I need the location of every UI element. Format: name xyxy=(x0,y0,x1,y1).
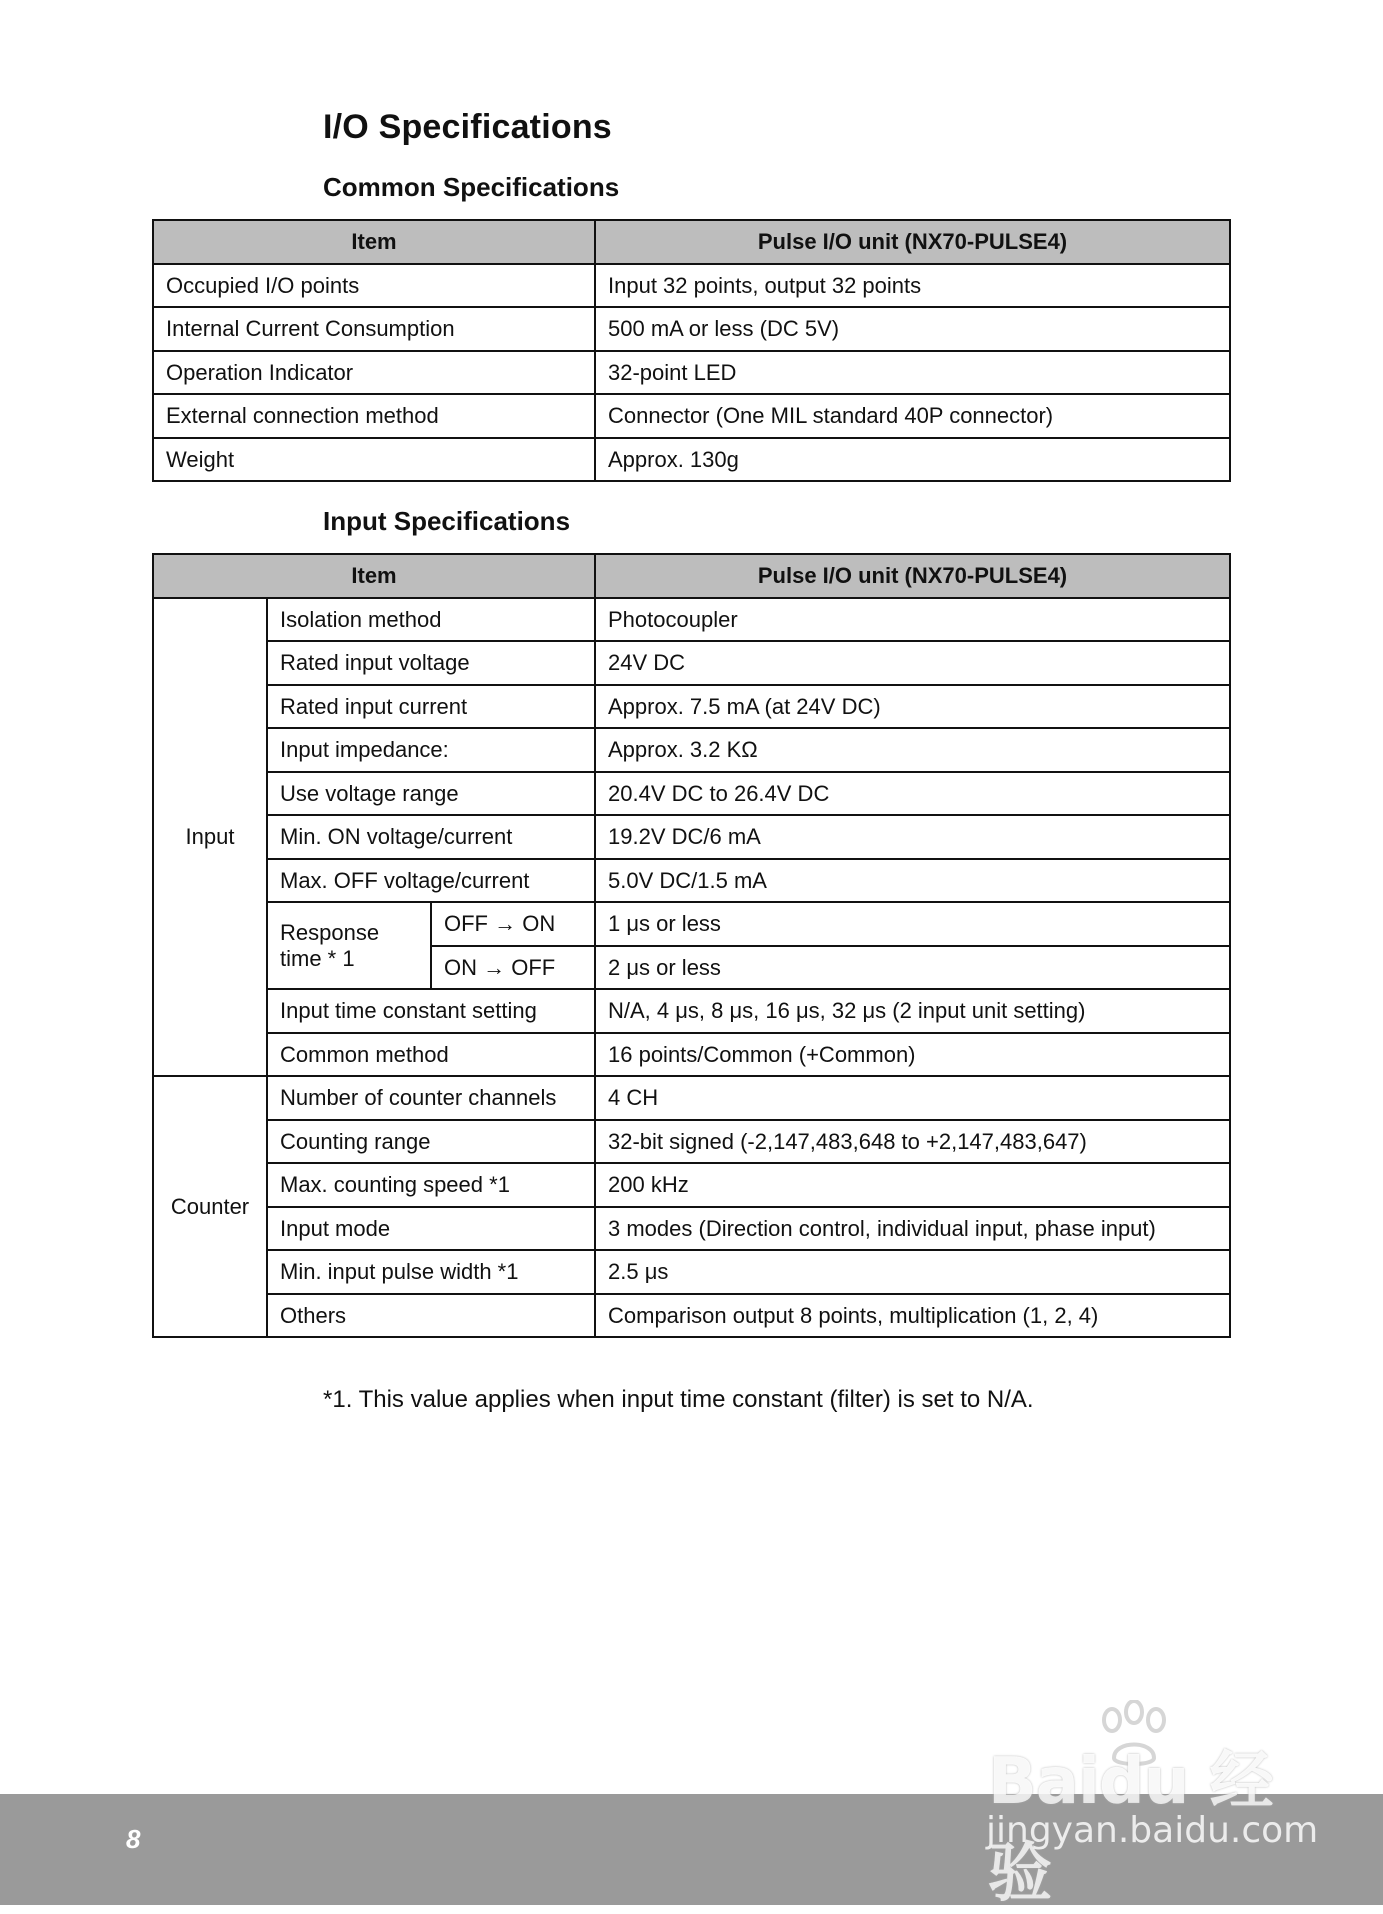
table-row xyxy=(153,307,1230,351)
row-item: Rated input current xyxy=(267,685,595,729)
table-row xyxy=(153,902,1230,946)
row-item: Counting range xyxy=(267,1120,595,1164)
row-item: Min. ON voltage/current xyxy=(267,815,595,859)
input-specs-table xyxy=(152,553,1231,1338)
row-item: Input mode xyxy=(267,1207,595,1251)
header-value: Pulse I/O unit (NX70-PULSE4) xyxy=(595,554,1230,598)
group-label-input: Input xyxy=(153,598,267,1077)
table-row xyxy=(153,859,1230,903)
row-value: Input 32 points, output 32 points xyxy=(595,264,1230,308)
row-item: Common method xyxy=(267,1033,595,1077)
row-value: Approx. 7.5 mA (at 24V DC) xyxy=(595,685,1230,729)
row-value: 1 μs or less xyxy=(595,902,1230,946)
row-item: External connection method xyxy=(153,394,595,438)
table-row xyxy=(153,685,1230,729)
table-row xyxy=(153,728,1230,772)
table-row xyxy=(153,1076,1230,1120)
row-value: 500 mA or less (DC 5V) xyxy=(595,307,1230,351)
table-row xyxy=(153,815,1230,859)
row-item: Rated input voltage xyxy=(267,641,595,685)
row-value: 200 kHz xyxy=(595,1163,1230,1207)
row-item: Max. OFF voltage/current xyxy=(267,859,595,903)
row-item: Others xyxy=(267,1294,595,1338)
watermark-url: jingyan.baidu.com xyxy=(986,1810,1319,1851)
row-item: Input impedance: xyxy=(267,728,595,772)
watermark xyxy=(980,1700,1319,1911)
row-item: Isolation method xyxy=(267,598,595,642)
row-value: Approx. 3.2 KΩ xyxy=(595,728,1230,772)
row-value: 24V DC xyxy=(595,641,1230,685)
table-row xyxy=(153,351,1230,395)
table-row xyxy=(153,1207,1230,1251)
group-label-counter: Counter xyxy=(153,1076,267,1337)
row-item: Max. counting speed *1 xyxy=(267,1163,595,1207)
row-item: Operation Indicator xyxy=(153,351,595,395)
table-row xyxy=(153,1033,1230,1077)
table-header-row xyxy=(153,554,1230,598)
table-row xyxy=(153,1163,1230,1207)
row-value: 4 CH xyxy=(595,1076,1230,1120)
row-value: 3 modes (Direction control, individual input, phase input) xyxy=(595,1207,1230,1251)
row-value: 32-bit signed (-2,147,483,648 to +2,147,483,647) xyxy=(595,1120,1230,1164)
header-item: Item xyxy=(153,220,595,264)
page-number: 8 xyxy=(126,1824,141,1854)
header-item: Item xyxy=(153,554,595,598)
row-value: 32-point LED xyxy=(595,351,1230,395)
table-row xyxy=(153,598,1230,642)
table-header-row xyxy=(153,220,1230,264)
page-title: I/O Specifications xyxy=(323,108,612,146)
row-value: 16 points/Common (+Common) xyxy=(595,1033,1230,1077)
common-specs-table xyxy=(152,219,1231,482)
row-item: Weight xyxy=(153,438,595,482)
row-value: 20.4V DC to 26.4V DC xyxy=(595,772,1230,816)
row-value: 19.2V DC/6 mA xyxy=(595,815,1230,859)
row-value: 5.0V DC/1.5 mA xyxy=(595,859,1230,903)
table-row xyxy=(153,1294,1230,1338)
table-row xyxy=(153,641,1230,685)
watermark-logo: Baidu 经验 xyxy=(988,1745,1273,1911)
row-item: Number of counter channels xyxy=(267,1076,595,1120)
row-subitem: OFF → ON xyxy=(431,902,595,946)
response-time-label: Response time * 1 xyxy=(267,902,431,989)
table-row xyxy=(153,394,1230,438)
row-item: Occupied I/O points xyxy=(153,264,595,308)
table-row xyxy=(153,264,1230,308)
row-value: 2.5 μs xyxy=(595,1250,1230,1294)
common-specs-heading: Common Specifications xyxy=(323,172,620,202)
row-item: Internal Current Consumption xyxy=(153,307,595,351)
table-row xyxy=(153,772,1230,816)
table-row xyxy=(153,989,1230,1033)
header-value: Pulse I/O unit (NX70-PULSE4) xyxy=(595,220,1230,264)
table-row xyxy=(153,1250,1230,1294)
input-specs-heading: Input Specifications xyxy=(323,506,571,536)
row-value: N/A, 4 μs, 8 μs, 16 μs, 32 μs (2 input unit setting) xyxy=(595,989,1230,1033)
row-item: Input time constant setting xyxy=(267,989,595,1033)
row-value: Approx. 130g xyxy=(595,438,1230,482)
row-item: Use voltage range xyxy=(267,772,595,816)
row-value: Connector (One MIL standard 40P connector) xyxy=(595,394,1230,438)
table-row xyxy=(153,1120,1230,1164)
row-value: Comparison output 8 points, multiplication (1, 2, 4) xyxy=(595,1294,1230,1338)
footnote: *1. This value applies when input time constant (filter) is set to N/A. xyxy=(323,1386,1034,1413)
row-subitem: ON → OFF xyxy=(431,946,595,990)
row-value: 2 μs or less xyxy=(595,946,1230,990)
row-value: Photocoupler xyxy=(595,598,1230,642)
row-item: Min. input pulse width *1 xyxy=(267,1250,595,1294)
table-row xyxy=(153,438,1230,482)
